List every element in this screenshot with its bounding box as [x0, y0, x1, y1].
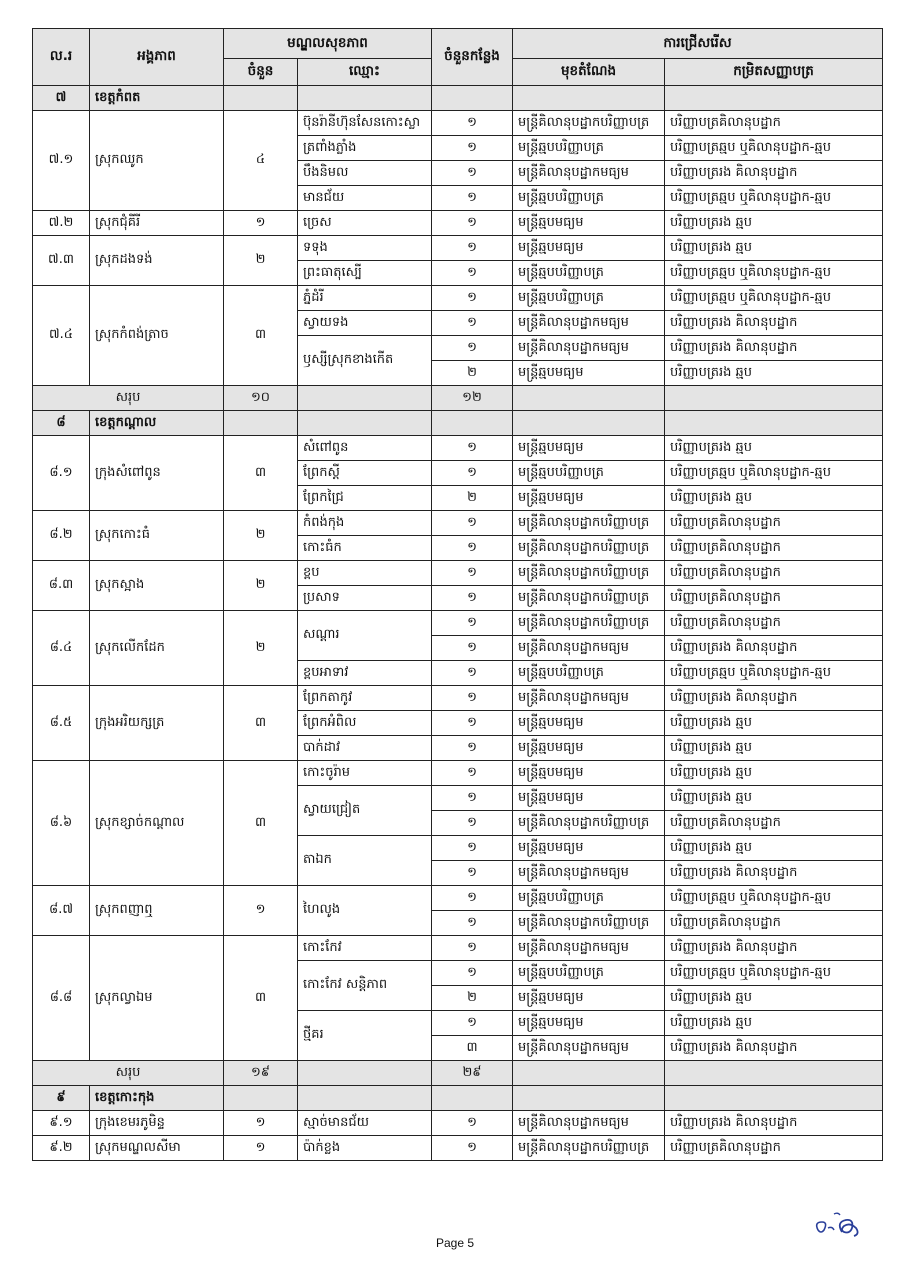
district-name: ស្រុកពញាឮ	[90, 886, 224, 936]
position-level: មន្ត្រីឆ្មបមធ្យម	[513, 711, 665, 736]
certificate-level: បរិញ្ញាបត្ររង ឆ្មប	[665, 361, 883, 386]
positions-count: ៣	[432, 1036, 513, 1061]
positions-count: ១	[432, 661, 513, 686]
certificate-level: បរិញ្ញាបត្ររង គិលានុបដ្ឋាក	[665, 336, 883, 361]
header-no: ល.រ	[33, 29, 90, 86]
district-number: ៨.៣	[33, 561, 90, 611]
position-level: មន្ត្រីឆ្មបបរិញ្ញាបត្រ	[513, 661, 665, 686]
position-level: មន្ត្រីគិលានុបដ្ឋាកបរិញ្ញាបត្រ	[513, 561, 665, 586]
table-row	[33, 211, 883, 236]
center-count: ១	[224, 1136, 298, 1161]
section-name: ខេត្តកណ្ដាល	[90, 411, 224, 436]
table-body	[33, 86, 883, 1161]
center-name: ព្រែកអំពិល	[298, 711, 432, 736]
certificate-level: បរិញ្ញាបត្ររង ឆ្មប	[665, 211, 883, 236]
header-hc-name: ឈ្មោះ	[298, 59, 432, 86]
certificate-level: បរិញ្ញាបត្រឆ្មប ឬគិលានុបដ្ឋាក-ឆ្មប	[665, 461, 883, 486]
certificate-level: បរិញ្ញាបត្ររង គិលានុបដ្ឋាក	[665, 1036, 883, 1061]
section-empty-cell	[432, 86, 513, 111]
total-row	[33, 1061, 883, 1086]
center-count: ៣	[224, 761, 298, 886]
position-level: មន្ត្រីគិលានុបដ្ឋាកមធ្យម	[513, 936, 665, 961]
positions-count: ២	[432, 361, 513, 386]
positions-count: ១	[432, 536, 513, 561]
table-row	[33, 761, 883, 786]
district-name: ស្រុកជុំគីរី	[90, 211, 224, 236]
center-name: ច្រេស	[298, 211, 432, 236]
district-number: ៨.៥	[33, 686, 90, 761]
district-number: ៨.២	[33, 511, 90, 561]
center-name: ព្រែកតាកូវ	[298, 686, 432, 711]
positions-count: ២	[432, 986, 513, 1011]
positions-count: ១	[432, 911, 513, 936]
position-level: មន្ត្រីគិលានុបដ្ឋាកបរិញ្ញាបត្រ	[513, 536, 665, 561]
center-name: ស្មាច់មានជ័យ	[298, 1111, 432, 1136]
position-level: មន្ត្រីគិលានុបដ្ឋាកបរិញ្ញាបត្រ	[513, 111, 665, 136]
position-level: មន្ត្រីឆ្មបបរិញ្ញាបត្រ	[513, 461, 665, 486]
certificate-level: បរិញ្ញាបត្រឆ្មប ឬគិលានុបដ្ឋាក-ឆ្មប	[665, 886, 883, 911]
section-number: ៩	[33, 1086, 90, 1111]
positions-count: ១	[432, 1111, 513, 1136]
certificate-level: បរិញ្ញាបត្ររង ឆ្មប	[665, 986, 883, 1011]
certificate-level: បរិញ្ញាបត្រគិលានុបដ្ឋាក	[665, 511, 883, 536]
total-positions: ១២	[432, 386, 513, 411]
certificate-level: បរិញ្ញាបត្រគិលានុបដ្ឋាក	[665, 911, 883, 936]
position-level: មន្ត្រីគិលានុបដ្ឋាកមធ្យម	[513, 1036, 665, 1061]
positions-count: ១	[432, 561, 513, 586]
positions-count: ១	[432, 136, 513, 161]
position-level: មន្ត្រីគិលានុបដ្ឋាកមធ្យម	[513, 1111, 665, 1136]
center-name: ព្រះធាតុស្បើ	[298, 261, 432, 286]
section-name: ខេត្តកំពត	[90, 86, 224, 111]
district-name: ស្រុកល្វាឯម	[90, 936, 224, 1061]
table-row	[33, 1136, 883, 1161]
positions-count: ១	[432, 311, 513, 336]
section-header-row	[33, 1086, 883, 1111]
district-number: ៨.១	[33, 436, 90, 511]
district-name: ស្រុកកំពង់ត្រាច	[90, 286, 224, 386]
center-name: ស្វាយជ្រៀត	[298, 786, 432, 836]
section-empty-cell	[224, 1086, 298, 1111]
certificate-level: បរិញ្ញាបត្រគិលានុបដ្ឋាក	[665, 611, 883, 636]
total-empty-cell	[513, 1061, 665, 1086]
center-count: ២	[224, 511, 298, 561]
certificate-level: បរិញ្ញាបត្រគិលានុបដ្ឋាក	[665, 536, 883, 561]
position-level: មន្ត្រីគិលានុបដ្ឋាកបរិញ្ញាបត្រ	[513, 911, 665, 936]
position-level: មន្ត្រីគិលានុបដ្ឋាកបរិញ្ញាបត្រ	[513, 611, 665, 636]
position-level: មន្ត្រីគិលានុបដ្ឋាកបរិញ្ញាបត្រ	[513, 586, 665, 611]
total-positions: ២៩	[432, 1061, 513, 1086]
district-name: ស្រុកកោះធំ	[90, 511, 224, 561]
section-number: ៧	[33, 86, 90, 111]
certificate-level: បរិញ្ញាបត្ររង ឆ្មប	[665, 836, 883, 861]
table-row	[33, 561, 883, 586]
total-empty-cell	[298, 1061, 432, 1086]
positions-count: ១	[432, 761, 513, 786]
district-number: ៨.៦	[33, 761, 90, 886]
section-empty-cell	[432, 1086, 513, 1111]
positions-count: ១	[432, 261, 513, 286]
positions-count: ១	[432, 611, 513, 636]
center-name: កោះកែវ សន្តិភាព	[298, 961, 432, 1011]
center-name: តាឯក	[298, 836, 432, 886]
section-header-row	[33, 86, 883, 111]
position-level: មន្ត្រីគិលានុបដ្ឋាកបរិញ្ញាបត្រ	[513, 811, 665, 836]
certificate-level: បរិញ្ញាបត្ររង គិលានុបដ្ឋាក	[665, 936, 883, 961]
position-level: មន្ត្រីឆ្មបមធ្យម	[513, 761, 665, 786]
certificate-level: បរិញ្ញាបត្ររង ឆ្មប	[665, 736, 883, 761]
center-name: ទទុង	[298, 236, 432, 261]
certificate-level: បរិញ្ញាបត្ររង គិលានុបដ្ឋាក	[665, 636, 883, 661]
header-hc-count: ចំនួន	[224, 59, 298, 86]
positions-count: ១	[432, 811, 513, 836]
position-level: មន្ត្រីគិលានុបដ្ឋាកបរិញ្ញាបត្រ	[513, 511, 665, 536]
total-empty-cell	[665, 1061, 883, 1086]
header-sel-level: មុខតំណែង	[513, 59, 665, 86]
header-positions: ចំនួនកន្លែង	[432, 29, 513, 86]
section-empty-cell	[665, 86, 883, 111]
center-count: ៣	[224, 286, 298, 386]
center-name: សណ្ដារ	[298, 611, 432, 661]
center-name: ព្រែកជ្រៃ	[298, 486, 432, 511]
positions-count: ១	[432, 711, 513, 736]
positions-count: ១	[432, 886, 513, 911]
center-name: ខ្ពប	[298, 561, 432, 586]
center-name: ភ្នំដំរី	[298, 286, 432, 311]
position-level: មន្ត្រីឆ្មបមធ្យម	[513, 836, 665, 861]
center-name: ព្រែកស្ដី	[298, 461, 432, 486]
section-header-row	[33, 411, 883, 436]
section-empty-cell	[513, 1086, 665, 1111]
certificate-level: បរិញ្ញាបត្ររង គិលានុបដ្ឋាក	[665, 311, 883, 336]
position-level: មន្ត្រីឆ្មបបរិញ្ញាបត្រ	[513, 886, 665, 911]
section-empty-cell	[224, 86, 298, 111]
center-count: ៣	[224, 936, 298, 1061]
center-name: ប៊ុនរ៉ានីហ៊ុនសែនកោះស្លា	[298, 111, 432, 136]
position-level: មន្ត្រីឆ្មបបរិញ្ញាបត្រ	[513, 136, 665, 161]
center-name: កោះចូរ៉ាម	[298, 761, 432, 786]
position-level: មន្ត្រីឆ្មបបរិញ្ញាបត្រ	[513, 186, 665, 211]
center-name: ហៃលូង	[298, 886, 432, 936]
header-sel-cert: កម្រិតសញ្ញាបត្រ	[665, 59, 883, 86]
positions-count: ១	[432, 936, 513, 961]
center-name: បឹងនិមល	[298, 161, 432, 186]
table-row	[33, 886, 883, 911]
center-count: ១	[224, 211, 298, 236]
position-level: មន្ត្រីគិលានុបដ្ឋាកបរិញ្ញាបត្រ	[513, 1136, 665, 1161]
certificate-level: បរិញ្ញាបត្រគិលានុបដ្ឋាក	[665, 586, 883, 611]
table-row	[33, 236, 883, 261]
positions-count: ១	[432, 461, 513, 486]
certificate-level: បរិញ្ញាបត្រឆ្មប ឬគិលានុបដ្ឋាក-ឆ្មប	[665, 186, 883, 211]
positions-count: ១	[432, 636, 513, 661]
positions-count: ១	[432, 161, 513, 186]
table-row	[33, 511, 883, 536]
section-empty-cell	[298, 1086, 432, 1111]
positions-count: ១	[432, 1136, 513, 1161]
center-name: ប៉ាក់ខ្លង	[298, 1136, 432, 1161]
table-header	[33, 29, 883, 86]
section-empty-cell	[665, 1086, 883, 1111]
positions-count: ១	[432, 961, 513, 986]
center-name: ស្វាយទង	[298, 311, 432, 336]
positions-count: ១	[432, 211, 513, 236]
section-empty-cell	[432, 411, 513, 436]
center-count: ៤	[224, 111, 298, 211]
center-name: កោះកែវ	[298, 936, 432, 961]
section-empty-cell	[665, 411, 883, 436]
district-name: ក្រុងខេមរភូមិន្ទ	[90, 1111, 224, 1136]
positions-count: ១	[432, 1011, 513, 1036]
certificate-level: បរិញ្ញាបត្ររង ឆ្មប	[665, 236, 883, 261]
total-row	[33, 386, 883, 411]
district-number: ៩.២	[33, 1136, 90, 1161]
section-empty-cell	[298, 86, 432, 111]
table-row	[33, 686, 883, 711]
position-level: មន្ត្រីឆ្មបមធ្យម	[513, 236, 665, 261]
center-name: ប្រសាទ	[298, 586, 432, 611]
position-level: មន្ត្រីឆ្មបមធ្យម	[513, 1011, 665, 1036]
district-number: ៩.១	[33, 1111, 90, 1136]
certificate-level: បរិញ្ញាបត្ររង គិលានុបដ្ឋាក	[665, 161, 883, 186]
table-row	[33, 936, 883, 961]
position-level: មន្ត្រីឆ្មបមធ្យម	[513, 436, 665, 461]
positions-count: ១	[432, 236, 513, 261]
certificate-level: បរិញ្ញាបត្រឆ្មប ឬគិលានុបដ្ឋាក-ឆ្មប	[665, 136, 883, 161]
section-empty-cell	[298, 411, 432, 436]
certificate-level: បរិញ្ញាបត្ររង ឆ្មប	[665, 436, 883, 461]
district-number: ៧.៤	[33, 286, 90, 386]
district-number: ៨.៤	[33, 611, 90, 686]
center-name: បាក់ដាវ	[298, 736, 432, 761]
certificate-level: បរិញ្ញាបត្ររង ឆ្មប	[665, 486, 883, 511]
center-count: ២	[224, 236, 298, 286]
positions-count: ១	[432, 586, 513, 611]
section-empty-cell	[513, 411, 665, 436]
certificate-level: បរិញ្ញាបត្ររង ឆ្មប	[665, 711, 883, 736]
certificate-level: បរិញ្ញាបត្រគិលានុបដ្ឋាក	[665, 811, 883, 836]
positions-count: ១	[432, 186, 513, 211]
positions-count: ១	[432, 511, 513, 536]
center-count: ៣	[224, 436, 298, 511]
district-number: ៨.៨	[33, 936, 90, 1061]
certificate-level: បរិញ្ញាបត្ររង ឆ្មប	[665, 761, 883, 786]
positions-count: ១	[432, 836, 513, 861]
total-empty-cell	[665, 386, 883, 411]
positions-count: ១	[432, 736, 513, 761]
district-number: ៧.១	[33, 111, 90, 211]
center-count: ១	[224, 886, 298, 936]
total-count: ១០	[224, 386, 298, 411]
position-level: មន្ត្រីគិលានុបដ្ឋាកមធ្យម	[513, 311, 665, 336]
page-number: Page 5	[435, 1236, 475, 1250]
center-name: ឫស្សីស្រុកខាងកើត	[298, 336, 432, 386]
certificate-level: បរិញ្ញាបត្ររង គិលានុបដ្ឋាក	[665, 861, 883, 886]
certificate-level: បរិញ្ញាបត្រឆ្មប ឬគិលានុបដ្ឋាក-ឆ្មប	[665, 661, 883, 686]
district-number: ៧.៣	[33, 236, 90, 286]
position-level: មន្ត្រីឆ្មបបរិញ្ញាបត្រ	[513, 286, 665, 311]
handwritten-page-mark	[812, 1208, 872, 1240]
positions-count: ១	[432, 861, 513, 886]
header-selection: ការជ្រើសរើស	[513, 29, 883, 59]
table-row	[33, 1111, 883, 1136]
total-label: សរុប	[33, 386, 224, 411]
positions-count: ១	[432, 686, 513, 711]
center-name: កំពង់កុង	[298, 511, 432, 536]
center-name: ត្រពាំងភ្លាំង	[298, 136, 432, 161]
table-row	[33, 286, 883, 311]
district-name: ស្រុកដងទង់	[90, 236, 224, 286]
section-empty-cell	[224, 411, 298, 436]
table-row	[33, 111, 883, 136]
certificate-level: បរិញ្ញាបត្ររង គិលានុបដ្ឋាក	[665, 1111, 883, 1136]
positions-count: ១	[432, 436, 513, 461]
section-number: ៨	[33, 411, 90, 436]
header-entity: អង្គភាព	[90, 29, 224, 86]
section-empty-cell	[513, 86, 665, 111]
center-count: ១	[224, 1111, 298, 1136]
positions-count: ១	[432, 111, 513, 136]
position-level: មន្ត្រីឆ្មបបរិញ្ញាបត្រ	[513, 961, 665, 986]
certificate-level: បរិញ្ញាបត្រឆ្មប ឬគិលានុបដ្ឋាក-ឆ្មប	[665, 286, 883, 311]
position-level: មន្ត្រីឆ្មបមធ្យម	[513, 486, 665, 511]
position-level: មន្ត្រីឆ្មបបរិញ្ញាបត្រ	[513, 261, 665, 286]
position-level: មន្ត្រីឆ្មបមធ្យម	[513, 736, 665, 761]
district-name: ក្រុងអរិយក្សត្រ	[90, 686, 224, 761]
position-level: មន្ត្រីគិលានុបដ្ឋាកមធ្យម	[513, 336, 665, 361]
position-level: មន្ត្រីឆ្មបមធ្យម	[513, 211, 665, 236]
header-health-center: មណ្ឌលសុខភាព	[224, 29, 432, 59]
certificate-level: បរិញ្ញាបត្ររង គិលានុបដ្ឋាក	[665, 686, 883, 711]
total-count: ១៩	[224, 1061, 298, 1086]
position-level: មន្ត្រីឆ្មបមធ្យម	[513, 361, 665, 386]
center-name: ថ្មីគរ	[298, 1011, 432, 1061]
position-level: មន្ត្រីឆ្មបមធ្យម	[513, 786, 665, 811]
center-name: មានជ័យ	[298, 186, 432, 211]
center-count: ២	[224, 611, 298, 686]
certificate-level: បរិញ្ញាបត្ររង ឆ្មប	[665, 1011, 883, 1036]
position-level: មន្ត្រីគិលានុបដ្ឋាកមធ្យម	[513, 161, 665, 186]
position-level: មន្ត្រីគិលានុបដ្ឋាកមធ្យម	[513, 686, 665, 711]
district-number: ៨.៧	[33, 886, 90, 936]
total-empty-cell	[298, 386, 432, 411]
district-name: ក្រុងសំពៅពូន	[90, 436, 224, 511]
certificate-level: បរិញ្ញាបត្រឆ្មប ឬគិលានុបដ្ឋាក-ឆ្មប	[665, 961, 883, 986]
certificate-level: បរិញ្ញាបត្ររង ឆ្មប	[665, 786, 883, 811]
certificate-level: បរិញ្ញាបត្រគិលានុបដ្ឋាក	[665, 561, 883, 586]
section-name: ខេត្តកោះកុង	[90, 1086, 224, 1111]
center-count: ២	[224, 561, 298, 611]
position-level: មន្ត្រីគិលានុបដ្ឋាកមធ្យម	[513, 861, 665, 886]
district-name: ស្រុកឈូក	[90, 111, 224, 211]
position-level: មន្ត្រីគិលានុបដ្ឋាកមធ្យម	[513, 636, 665, 661]
total-label: សរុប	[33, 1061, 224, 1086]
certificate-level: បរិញ្ញាបត្រគិលានុបដ្ឋាក	[665, 111, 883, 136]
district-name: ស្រុកមណ្ឌលសីមា	[90, 1136, 224, 1161]
positions-count: ១	[432, 336, 513, 361]
table-row	[33, 436, 883, 461]
positions-count: ២	[432, 486, 513, 511]
allocation-table	[32, 28, 883, 1161]
center-count: ៣	[224, 686, 298, 761]
district-number: ៧.២	[33, 211, 90, 236]
position-level: មន្ត្រីឆ្មបមធ្យម	[513, 986, 665, 1011]
center-name: ខ្ពបអាទាវ	[298, 661, 432, 686]
positions-count: ១	[432, 286, 513, 311]
district-name: ស្រុកលើកដែក	[90, 611, 224, 686]
district-name: ស្រុកស្អាង	[90, 561, 224, 611]
certificate-level: បរិញ្ញាបត្រឆ្មប ឬគិលានុបដ្ឋាក-ឆ្មប	[665, 261, 883, 286]
center-name: កោះធំក	[298, 536, 432, 561]
certificate-level: បរិញ្ញាបត្រគិលានុបដ្ឋាក	[665, 1136, 883, 1161]
district-name: ស្រុកខ្សាច់កណ្ដាល	[90, 761, 224, 886]
center-name: សំពៅពូន	[298, 436, 432, 461]
table-row	[33, 611, 883, 636]
total-empty-cell	[513, 386, 665, 411]
positions-count: ១	[432, 786, 513, 811]
